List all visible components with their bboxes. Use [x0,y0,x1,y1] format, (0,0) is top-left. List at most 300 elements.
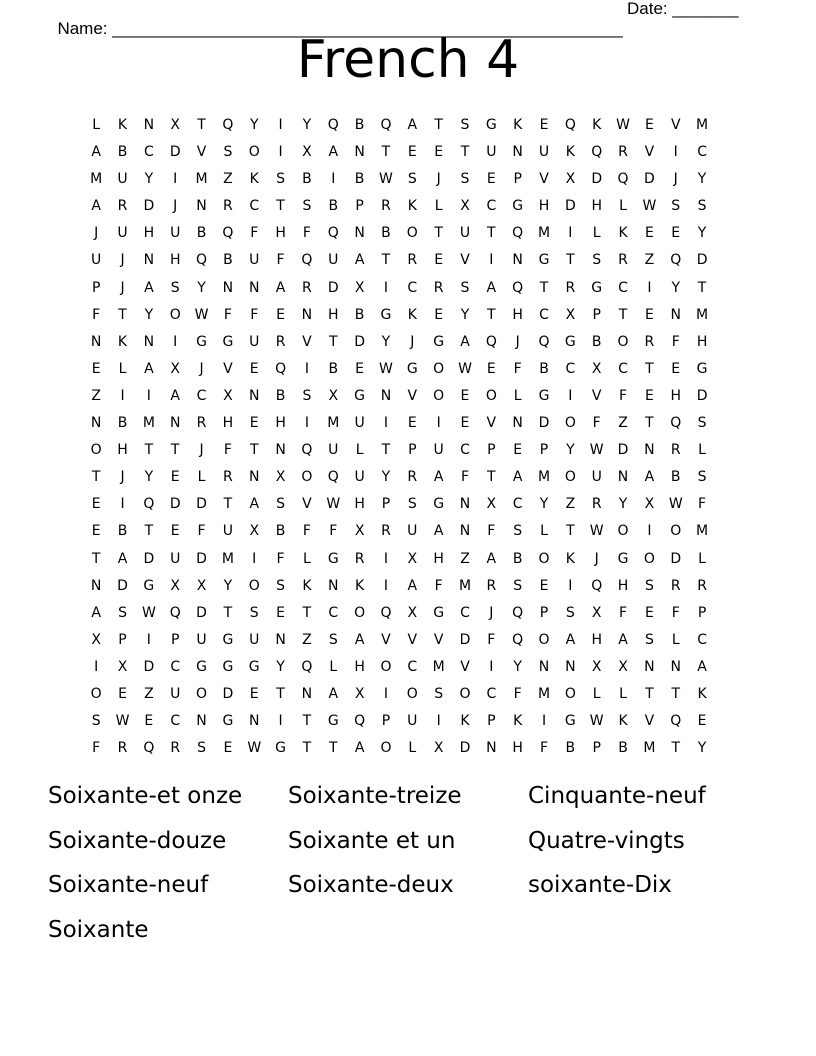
grid-letter: T [460,144,470,161]
grid-letter: G [512,198,524,215]
grid-letter: N [90,415,102,432]
grid-letter: H [512,740,523,757]
grid-letter: U [433,442,444,459]
grid-letter: I [568,577,573,594]
grid-letter: G [222,333,234,350]
grid-letter: O [90,685,102,702]
grid-letter: G [696,360,708,377]
grid-letter: N [248,469,260,486]
grid-letter: F [513,360,522,377]
grid-letter: F [223,442,232,459]
grid-letter: X [328,387,339,404]
grid-letter: L [513,387,522,404]
grid-letter: G [538,387,550,404]
grid-letter: A [433,469,444,486]
word-list-item: Cinquante-neuf [528,783,706,809]
grid-letter: F [460,469,470,486]
grid-letter: A [91,144,101,161]
grid-letter: U [170,685,181,702]
grid-letter: A [354,252,365,269]
grid-letter: O [301,469,313,486]
grid-letter: M [142,415,155,432]
grid-letter: I [541,713,547,730]
grid-letter: H [591,631,602,648]
grid-letter: R [117,740,128,757]
grid-letter: J [199,360,204,377]
grid-letter: E [91,523,101,540]
grid-letter: G [406,360,418,377]
grid-letter: R [618,252,628,269]
grid-letter: N [301,306,313,323]
grid-letter: R [117,198,128,215]
grid-letter: Q [327,117,339,133]
grid-letter: S [644,631,654,648]
grid-letter: N [486,740,497,757]
grid-letter: T [144,523,154,540]
grid-letter: S [407,496,417,513]
grid-letter: X [591,604,602,621]
grid-letter: I [383,577,389,594]
grid-letter: D [222,685,234,702]
grid-letter: F [434,577,443,594]
grid-letter: E [644,604,654,621]
grid-letter: T [487,306,496,323]
grid-letter: V [407,387,418,404]
grid-letter: U [249,252,260,269]
word-list-item: Soixante-deux [288,872,454,898]
grid-letter: A [91,198,101,215]
grid-letter: B [565,740,576,757]
grid-letter: X [354,523,365,540]
grid-letter: Y [539,496,549,513]
grid-letter: D [196,550,207,567]
grid-letter: I [120,387,125,404]
grid-letter: O [617,523,629,540]
grid-letter: N [328,577,339,594]
grid-letter: J [489,604,494,621]
grid-letter: G [538,252,550,269]
grid-letter: D [644,171,655,188]
grid-letter: G [433,333,445,350]
grid-letter: B [275,387,286,404]
grid-row [83,437,715,464]
grid-letter: O [538,631,550,648]
grid-letter: N [222,279,234,296]
grid-letter: I [304,415,309,432]
grid-letter: Q [275,360,287,377]
grid-letter: S [697,415,707,432]
grid-letter: S [565,604,575,621]
grid-letter: W [141,604,156,621]
grid-letter: D [169,496,181,513]
grid-letter: L [434,198,443,215]
grid-letter: H [328,306,339,323]
grid-letter: X [407,550,418,567]
grid-letter: T [381,144,391,161]
grid-letter: S [249,604,259,621]
grid-letter: C [460,604,470,621]
grid-letter: S [644,577,654,594]
grid-letter: T [91,469,101,486]
grid-letter: H [538,198,550,215]
word-list-item: Soixante-neuf [48,872,209,898]
grid-letter: V [407,631,418,648]
grid-letter: K [565,144,575,161]
grid-letter: L [408,740,417,757]
grid-letter: Q [670,252,682,269]
grid-letter: K [249,171,259,188]
grid-letter: L [698,550,706,567]
grid-letter: A [144,279,154,296]
grid-letter: P [381,713,391,730]
grid-letter: M [696,306,709,323]
grid-row [83,247,715,274]
grid-letter: N [617,469,629,486]
grid-letter: D [169,144,181,161]
grid-letter: T [276,685,285,702]
grid-letter: I [568,225,573,242]
grid-letter: T [118,306,127,323]
grid-letter: R [670,442,681,459]
grid-letter: O [617,333,629,350]
grid-letter: E [91,360,101,377]
grid-letter: U [486,144,497,161]
grid-letter: G [564,333,576,350]
grid-letter: L [355,442,364,459]
grid-row [83,708,715,735]
grid-letter: B [512,550,523,567]
grid-letter: S [223,144,233,161]
grid-letter: H [275,415,286,432]
grid-letter: T [671,685,681,702]
word-list-item: Soixante et un [288,827,456,854]
word-list-item: Soixante-douze [48,827,227,854]
grid-letter: K [697,685,707,702]
grid-letter: T [671,740,681,757]
grid-letter: C [249,198,260,215]
grid-row [83,600,715,627]
grid-letter: Z [223,171,233,188]
grid-letter: L [698,442,706,459]
grid-letter: B [354,306,365,323]
grid-letter: D [617,442,629,459]
grid-row [83,681,715,708]
grid-letter: Z [565,496,576,513]
grid-row [83,329,715,356]
grid-letter: V [644,713,655,730]
grid-letter: U [170,550,181,567]
grid-letter: S [513,577,523,594]
grid-letter: T [697,279,707,296]
grid-letter: O [564,415,576,432]
grid-letter: N [512,144,523,161]
grid-letter: B [591,333,602,350]
grid-letter: R [407,252,418,269]
grid-letter: G [327,550,339,567]
grid-letter: F [276,550,285,567]
grid-letter: D [196,604,207,621]
grid-letter: M [643,740,656,757]
grid-letter: M [537,469,551,486]
grid-letter: U [407,713,418,730]
grid-letter: Y [144,306,154,323]
grid-row [83,166,715,193]
grid-letter: H [433,550,444,567]
grid-letter: X [117,658,128,675]
grid-letter: F [92,740,101,757]
grid-letter: J [410,333,415,350]
grid-letter: E [671,360,681,377]
grid-letter: S [697,469,707,486]
grid-letter: H [143,225,155,242]
grid-letter: G [222,631,234,648]
word-list-item: Soixante [48,916,149,943]
grid-letter: R [433,279,444,296]
grid-letter: I [278,144,283,161]
grid-letter: J [673,171,678,188]
grid-letter: C [618,279,628,296]
grid-letter: G [433,604,445,621]
grid-letter: S [170,279,180,296]
grid-letter: S [671,198,681,215]
grid-letter: A [144,360,154,377]
grid-letter: R [354,550,365,567]
grid-row [83,356,715,383]
grid-letter: P [539,442,549,459]
grid-letter: I [173,171,178,188]
grid-letter: T [328,740,338,757]
grid-letter: J [173,198,178,215]
grid-letter: V [644,144,655,161]
grid-letter: S [276,171,286,188]
grid-letter: E [223,740,233,757]
grid-letter: N [512,415,523,432]
grid-letter: R [407,469,418,486]
grid-letter: Z [644,252,655,269]
grid-letter: Q [301,252,313,269]
grid-letter: T [645,685,654,702]
grid-letter: Q [327,225,339,242]
grid-letter: A [644,469,655,486]
grid-row [83,193,715,220]
grid-letter: X [170,577,180,594]
grid-letter: E [460,387,470,404]
grid-letter: O [354,604,366,621]
grid-letter: E [539,117,549,133]
grid-letter: X [618,658,628,675]
grid-letter: D [591,171,603,188]
grid-letter: A [618,631,628,648]
grid-letter: U [328,252,339,269]
grid-letter: W [194,306,209,323]
grid-letter: V [591,387,602,404]
grid-letter: T [566,523,575,540]
grid-letter: H [512,306,523,323]
grid-letter: I [436,415,441,432]
grid-letter: Z [302,631,312,648]
grid-letter: I [383,279,389,296]
grid-letter: A [117,550,128,567]
grid-letter: Q [327,469,339,486]
grid-letter: J [94,225,99,242]
grid-letter: N [301,685,313,702]
grid-letter: U [117,225,128,242]
grid-letter: T [381,252,391,269]
grid-letter: N [354,225,365,242]
grid-letter: H [696,333,708,350]
grid-letter: F [329,523,338,540]
grid-letter: G [143,577,155,594]
grid-letter: Q [538,333,550,350]
grid-letter: N [380,387,392,404]
grid-letter: H [169,252,181,269]
grid-row [83,654,715,681]
grid-letter: Y [144,469,154,486]
grid-letter: F [539,740,549,757]
grid-letter: F [92,306,101,323]
grid-letter: Q [591,144,603,161]
grid-letter: E [276,306,285,323]
grid-letter: U [354,469,365,486]
grid-letter: Y [381,333,391,350]
grid-letter: M [90,171,103,188]
grid-letter: T [302,713,312,730]
grid-letter: O [406,225,418,242]
grid-letter: V [302,333,312,350]
grid-letter: W [379,360,393,377]
grid-letter: B [117,523,128,540]
grid-letter: M [195,171,208,188]
grid-letter: V [433,631,444,648]
grid-letter: T [276,198,285,215]
grid-letter: V [381,631,391,648]
grid-letter: A [697,658,707,675]
grid-letter: E [170,469,180,486]
grid-letter: C [460,442,470,459]
grid-letter: X [591,658,602,675]
grid-letter: K [618,225,628,242]
grid-letter: X [170,117,180,133]
grid-letter: R [196,415,207,432]
grid-letter: C [143,144,154,161]
grid-letter: U [249,333,260,350]
grid-letter: Y [302,117,312,133]
grid-letter: F [592,415,601,432]
grid-letter: E [460,415,470,432]
grid-letter: E [249,360,259,377]
grid-row [83,573,715,600]
grid-letter: S [276,577,286,594]
grid-letter: E [644,387,654,404]
grid-letter: R [170,740,181,757]
grid-letter: R [275,333,286,350]
grid-letter: A [249,496,260,513]
grid-letter: F [619,387,628,404]
grid-letter: B [117,144,128,161]
grid-letter: M [696,117,709,133]
grid-letter: A [328,144,339,161]
grid-letter: G [433,496,445,513]
word-list-item: Quatre-vingts [528,827,685,854]
grid-letter: O [169,306,181,323]
grid-letter: R [302,279,312,296]
grid-letter: X [196,577,207,594]
grid-letter: C [486,198,497,215]
grid-letter: Q [512,279,524,296]
grid-letter: D [459,631,471,648]
grid-letter: W [247,740,262,757]
grid-letter: C [407,658,418,675]
grid-letter: O [670,523,682,540]
grid-letter: U [222,523,234,540]
grid-letter: U [354,415,365,432]
grid-row [83,491,715,518]
grid-letter: A [170,387,180,404]
grid-letter: T [434,225,443,242]
grid-letter: I [304,360,309,377]
grid-letter: B [328,360,339,377]
grid-letter: T [91,550,101,567]
grid-letter: X [407,604,418,621]
grid-letter: E [697,713,707,730]
grid-letter: S [460,171,470,188]
grid-letter: R [618,144,628,161]
grid-letter: M [537,685,551,702]
grid-letter: O [380,658,392,675]
grid-letter: K [592,117,602,133]
grid-letter: T [539,279,549,296]
grid-letter: P [487,713,496,730]
grid-letter: S [276,496,286,513]
grid-letter: W [589,713,604,730]
grid-letter: X [91,631,101,648]
grid-letter: O [564,685,576,702]
grid-letter: T [249,442,259,459]
grid-letter: D [143,658,155,675]
grid-letter: A [486,279,497,296]
grid-letter: I [489,658,494,675]
grid-letter: Y [381,469,391,486]
grid-letter: R [223,469,233,486]
grid-letter: E [434,144,444,161]
grid-letter: P [592,740,601,757]
grid-letter: C [196,387,207,404]
grid-letter: L [619,685,627,702]
grid-letter: R [381,523,391,540]
grid-letter: T [487,469,496,486]
grid-letter: S [302,198,312,215]
grid-letter: O [380,740,392,757]
grid-letter: E [644,117,654,133]
grid-letter: J [515,333,520,350]
grid-letter: Q [380,604,392,621]
grid-letter: P [513,171,522,188]
grid-letter: A [407,577,418,594]
grid-letter: N [90,577,102,594]
grid-letter: E [118,685,127,702]
grid-letter: L [592,225,601,242]
grid-letter: G [485,117,497,133]
grid-letter: T [618,306,628,323]
grid-letter: K [117,117,128,133]
grid-letter: I [673,144,678,161]
grid-letter: F [223,306,232,323]
grid-letter: G [196,658,207,675]
grid-letter: I [489,252,494,269]
grid-letter: J [120,279,125,296]
grid-letter: G [275,740,286,757]
grid-letter: L [592,685,601,702]
